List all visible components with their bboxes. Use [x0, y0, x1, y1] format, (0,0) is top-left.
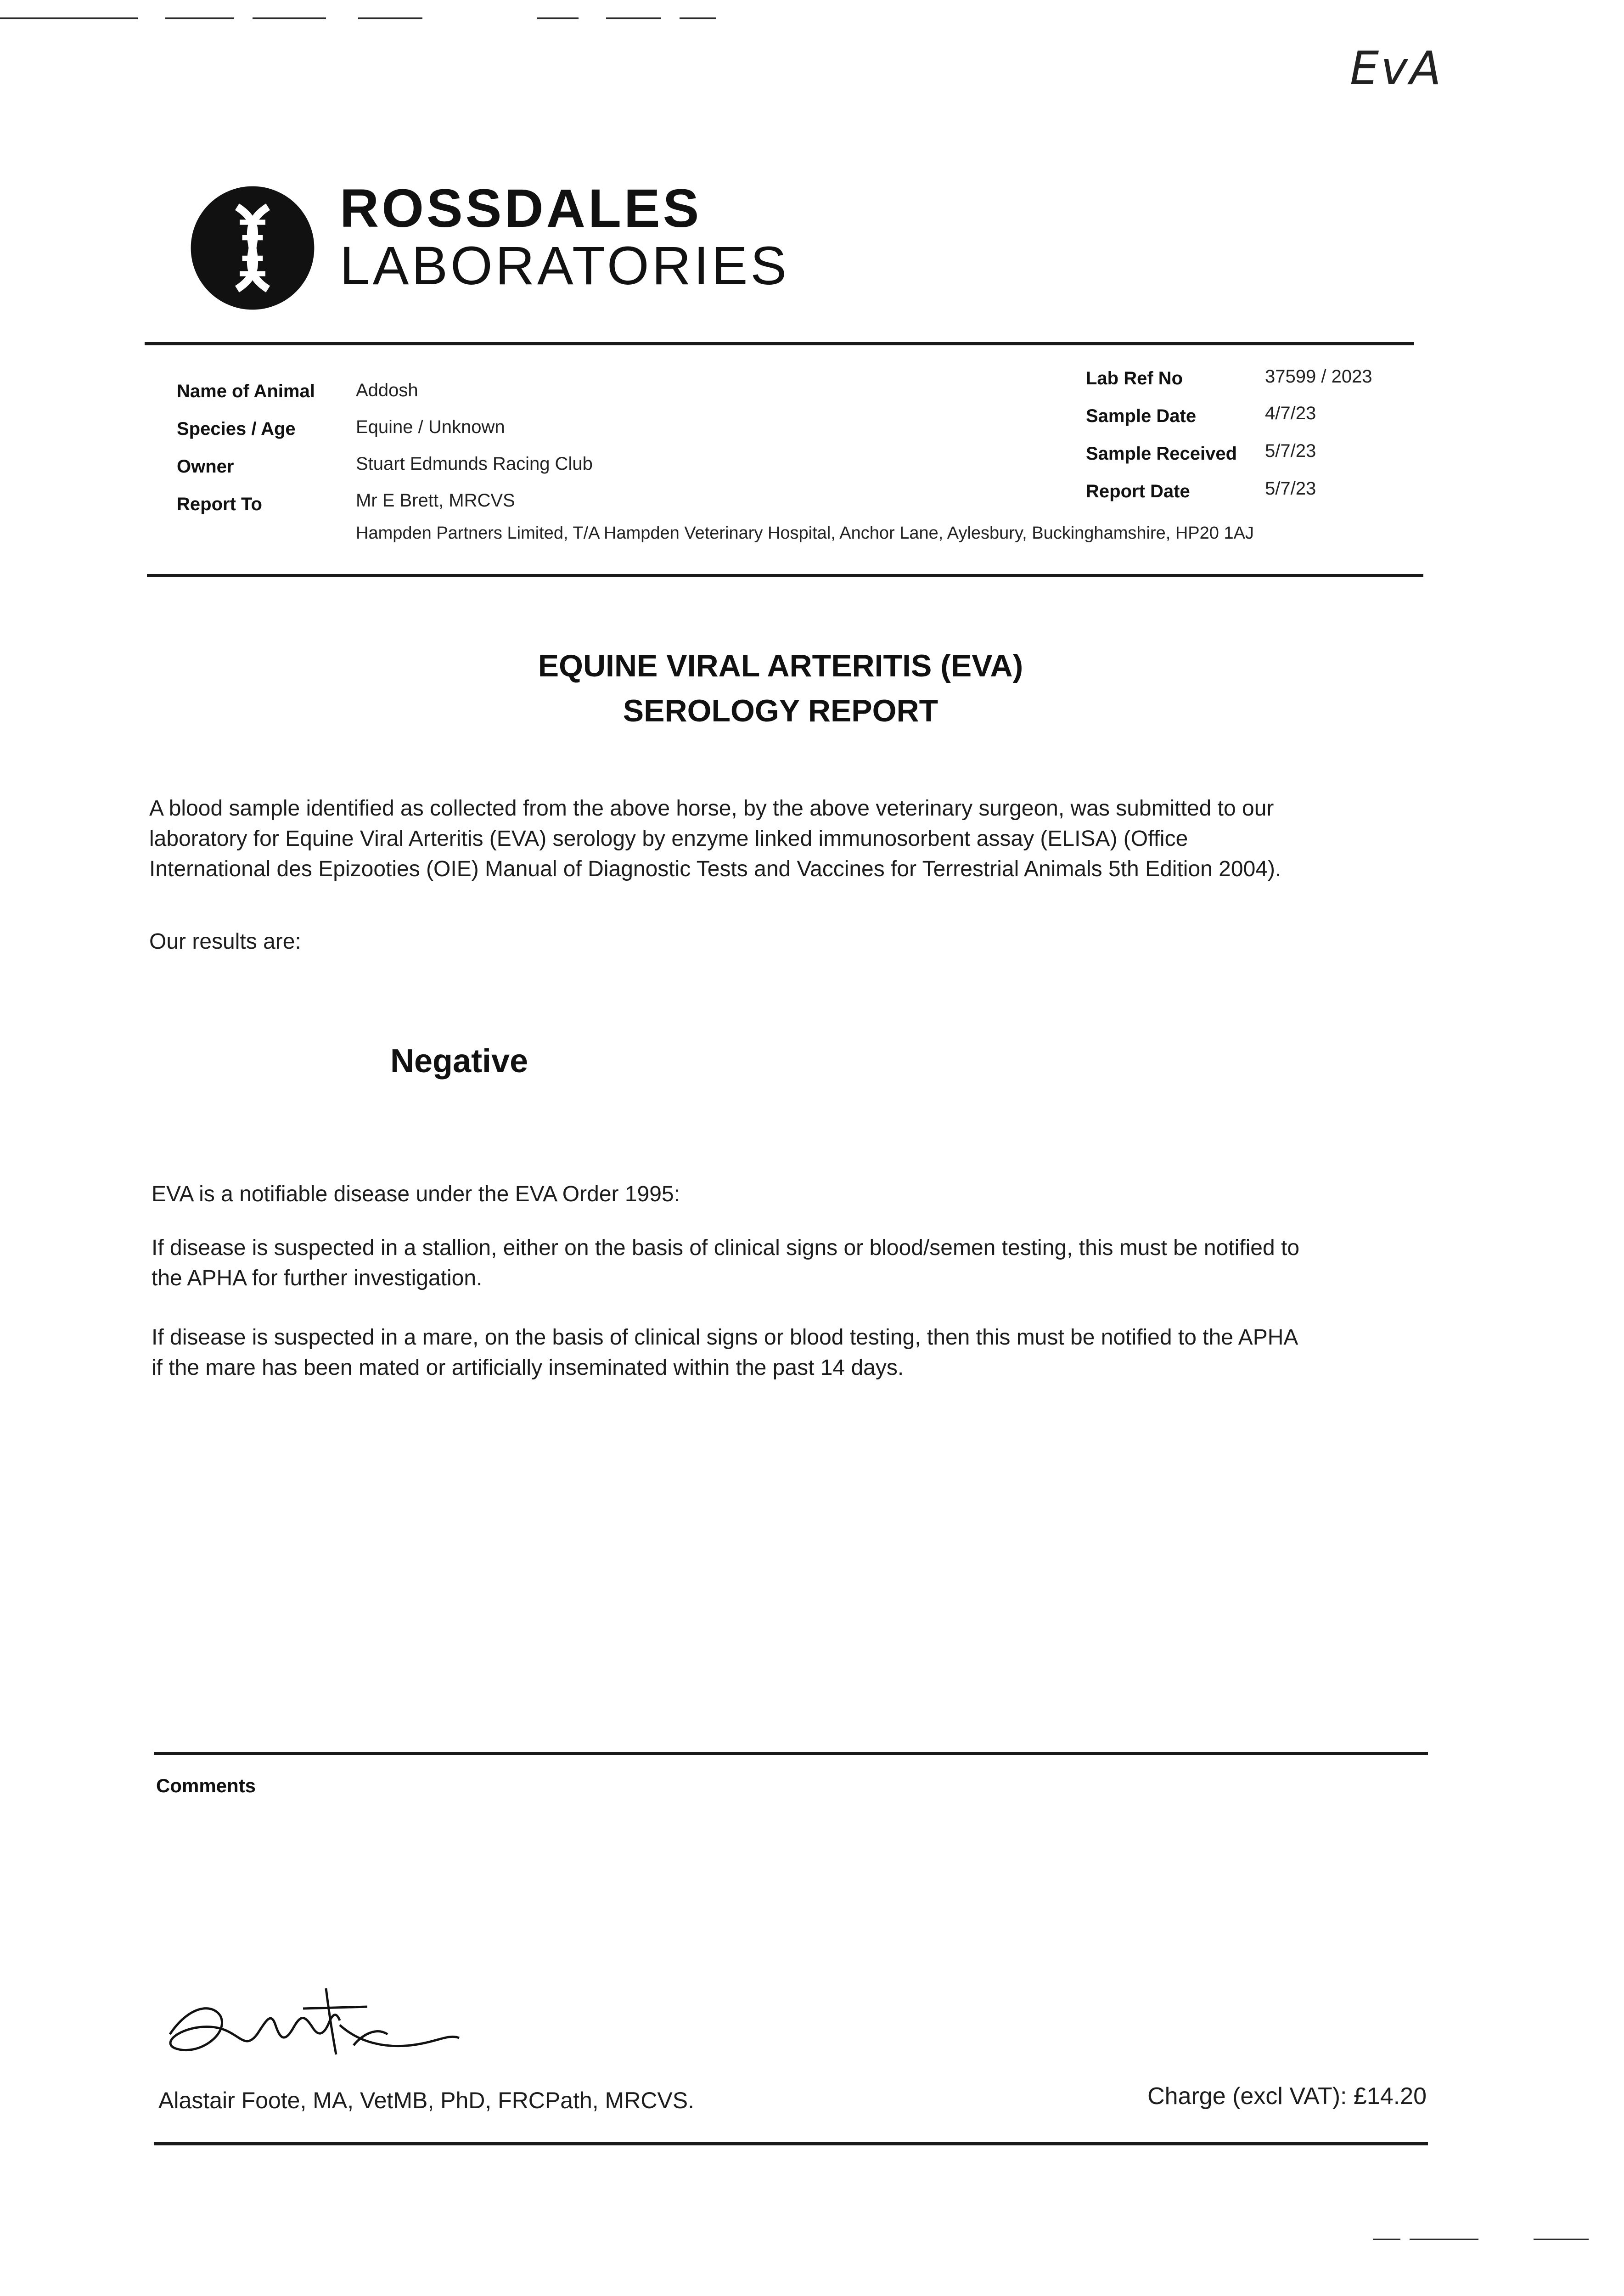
scan-artifact: [358, 17, 422, 19]
label-sample-received: Sample Received: [1086, 444, 1237, 464]
signatory-name: Alastair Foote, MA, VetMB, PhD, FRCPath, MRCVS.: [158, 2088, 695, 2113]
scan-artifact: [680, 17, 716, 19]
divider: [154, 1752, 1428, 1755]
scan-artifact: [606, 17, 661, 19]
mare-paragraph: [152, 1322, 1446, 1383]
divider: [154, 2142, 1428, 2145]
value-owner: Stuart Edmunds Racing Club: [356, 454, 593, 474]
value-report-to: Mr E Brett, MRCVS: [356, 490, 515, 511]
label-name-of-animal: Name of Animal: [177, 381, 315, 401]
value-species-age: Equine / Unknown: [356, 417, 505, 437]
signature-image: [156, 1970, 505, 2076]
intro-line: International des Epizooties (OIE) Manual of Diagnostic Tests and Vaccines for Terrestrial Animals 5th Edition 2004).: [149, 857, 1281, 881]
scan-artifact: [165, 17, 234, 19]
notifiable-notice: EVA is a notifiable disease under the EVA Order 1995:: [152, 1182, 680, 1206]
report-to-address: Hampden Partners Limited, T/A Hampden Veterinary Hospital, Anchor Lane, Aylesbury, Buckinghamshire, HP20 1AJ: [356, 523, 1254, 543]
intro-line: A blood sample identified as collected from the above horse, by the above veterinary surgeon, was submitted to our: [149, 796, 1274, 821]
results-intro: Our results are:: [149, 929, 301, 954]
scan-artifact: [0, 17, 138, 19]
lab-name-line1: ROSSDALES: [340, 178, 702, 239]
stallion-line: the APHA for further investigation.: [152, 1266, 483, 1290]
label-owner: Owner: [177, 456, 234, 477]
scan-artifact: [537, 17, 579, 19]
mare-line: If disease is suspected in a mare, on the basis of clinical signs or blood testing, then this must be notified to the APHA: [152, 1325, 1298, 1350]
scan-artifact: [1410, 2239, 1478, 2240]
dna-logo-icon: [188, 184, 317, 312]
value-report-date: 5/7/23: [1265, 478, 1316, 499]
value-sample-received: 5/7/23: [1265, 441, 1316, 461]
label-species-age: Species / Age: [177, 419, 296, 439]
report-title-line2: SEROLOGY REPORT: [623, 693, 938, 728]
value-lab-ref: 37599 / 2023: [1265, 366, 1372, 387]
stallion-paragraph: [152, 1233, 1446, 1294]
value-sample-date: 4/7/23: [1265, 403, 1316, 423]
scan-artifact: [253, 17, 326, 19]
label-report-date: Report Date: [1086, 481, 1190, 501]
label-lab-ref: Lab Ref No: [1086, 368, 1183, 388]
stallion-line: If disease is suspected in a stallion, either on the basis of clinical signs or blood/semen testing, this must be notified to: [152, 1236, 1300, 1260]
comments-label: Comments: [156, 1775, 256, 1796]
value-name-of-animal: Addosh: [356, 380, 418, 400]
scan-artifact: [1534, 2239, 1589, 2240]
intro-line: laboratory for Equine Viral Arteritis (EVA) serology by enzyme linked immunosorbent assay (ELISA) (Office: [149, 827, 1188, 851]
mare-line: if the mare has been mated or artificially inseminated within the past 14 days.: [152, 1356, 904, 1380]
lab-name-line2: LABORATORIES: [340, 236, 790, 296]
handwritten-note: EvA: [1350, 41, 1443, 95]
test-result: Negative: [390, 1043, 528, 1080]
label-sample-date: Sample Date: [1086, 406, 1197, 426]
charge-amount: Charge (excl VAT): £14.20: [1147, 2083, 1427, 2110]
intro-paragraph: [149, 793, 1435, 884]
report-title-line1: EQUINE VIRAL ARTERITIS (EVA): [538, 648, 1023, 683]
label-report-to: Report To: [177, 494, 262, 514]
divider: [145, 342, 1414, 345]
divider: [147, 574, 1423, 577]
scan-artifact: [1373, 2239, 1400, 2240]
